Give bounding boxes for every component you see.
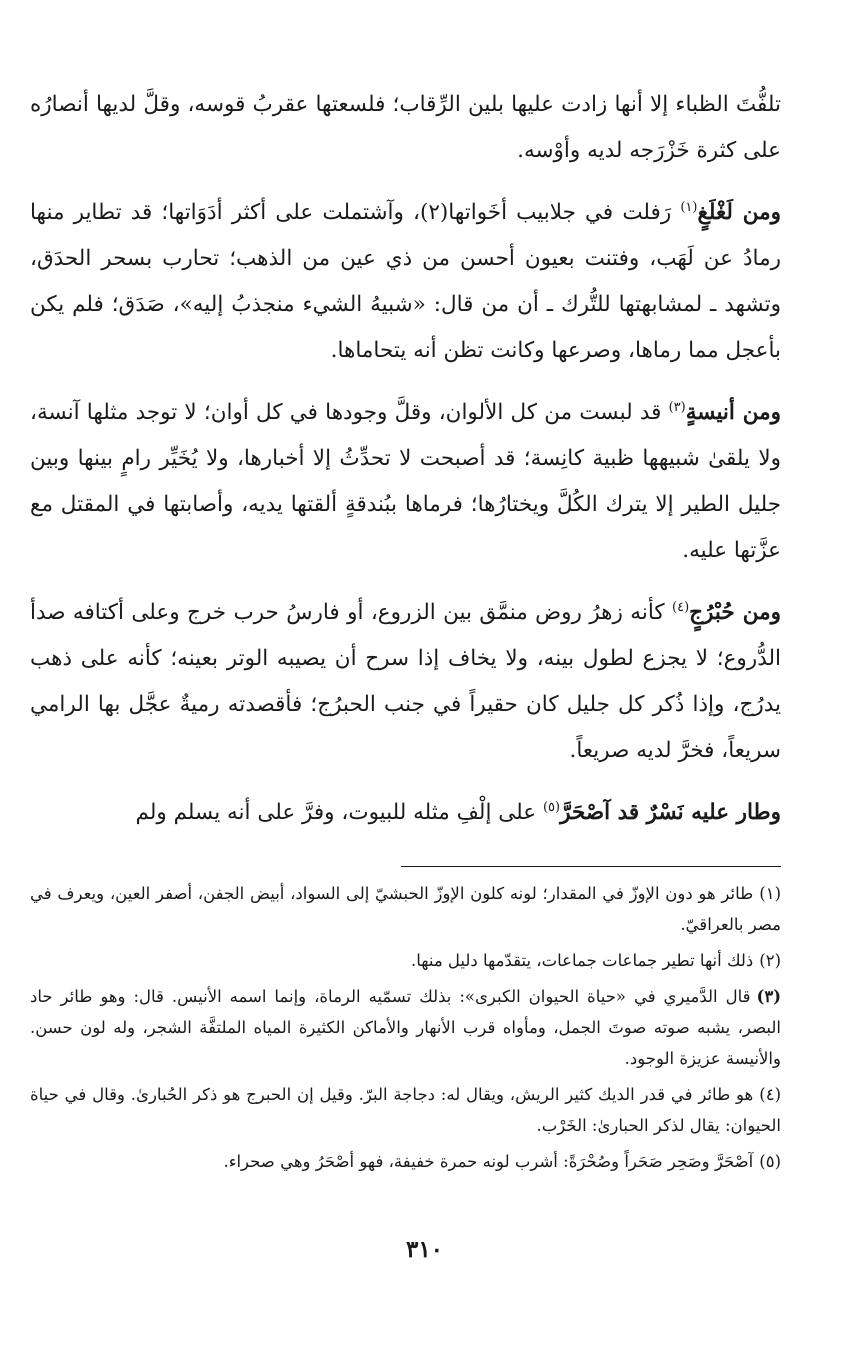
paragraph-text: رَفلت في جلابيب أخَواتها(٢)، وآشتملت على أكثر أدَوَاتها؛ قد تطاير منها رمادُ عن لَهَب، وفتنت بعيون أحسن من ذي عين من الذهب؛ تحارب بسحر الحدَق، وتشهد ـ لمشابهتها للتُّرك ـ أن من قال: «شبيهُ الشيء منجذبُ إليه»، صَدَق؛ فلم يكن بأعجل مما رماها، وصرعها وكانت تظن أنه يتحاماها. — [30, 200, 781, 363]
footnote-number: (١) — [759, 884, 781, 903]
footnote-number: (٢) — [759, 951, 781, 970]
footnote-3 — [30, 981, 781, 1074]
footnote-ref: (٣) — [668, 399, 686, 415]
footnote-1 — [30, 878, 781, 940]
footnote-text: قال الدَّميري في «حياة الحيوان الكبرى»: بذلك تسمّيه الرماة، وإنما اسمه الأنيس. قال: وهو طائر حاد البصر، يشبه صوته صوتَ الجمل، ومأواه قرب الأنهار والأماكن الكثيرة المياه الملتفَّة الشجر، وله لون حسن. والأنيسة عزيزة الوجود. — [30, 987, 781, 1068]
footnote-text: هو طائر في قدر الديك كثير الريش، ويقال له: دجاجة البرّ. وقيل إن الحبرج هو ذكر الحُبارىٰ. وقال في حياة الحيوان: يقال لذكر الحبارىٰ: الخَرْب. — [30, 1085, 781, 1135]
footnote-number: (٥) — [759, 1152, 781, 1171]
paragraph-3 — [30, 390, 781, 574]
paragraph-text: تلفُّتَ الظباء إلا أنها زادت عليها بلين الرِّقاب؛ فلسعتها عقربُ قوسه، وقلَّ لديها أنصارُه على كثرة خَزْرَجه لديه وأوْسه. — [30, 92, 781, 163]
footnote-text: آصْحَرَّ وصَحِر صَحَراً وصُحْرَةً: أشرب لونه حمرة خفيفة، فهو أصْحَرُ وهي صحراء. — [223, 1152, 754, 1171]
footnote-separator — [401, 866, 781, 867]
footnote-number: (٣) — [756, 987, 781, 1006]
paragraph-4 — [30, 590, 781, 774]
paragraph-text: على إلْفِ مثله للبيوت، وفرَّ على أنه يسلم ولم — [135, 800, 543, 825]
footnotes — [30, 878, 781, 1182]
paragraph-lead: وطار عليه نَسْرٌ قد آصْحَرَّ — [560, 800, 781, 825]
footnote-ref: (١) — [680, 199, 698, 215]
paragraph-lead: ومن أنيسةٍ — [685, 400, 781, 425]
paragraph-lead: ومن لَغْلَغٍ — [697, 200, 782, 225]
paragraph-lead: ومن حُبْرُجٍ — [689, 600, 781, 625]
paragraph-text: كأنه زهرُ روض منمَّق بين الزروع، أو فارسُ حرب خرج وعلى أكتافه صدأ الدُّروع؛ لا يجزع لطول بينه، ولا يخاف إذا سرح أن يصيبه الوتر بعينه؛ كأنه على ذهب يدرُج، وإذا ذُكر كل جليل كان حقيراً في جنب الحبرُج؛ فأقصدته رميةٌ عجَّل بها الرامي سريعاً، فخرَّ لديه صريعاً. — [30, 600, 781, 763]
paragraph-text: قد لبست من كل الألوان، وقلَّ وجودها في كل أوان؛ لا توجد مثلها آنسة، ولا يلقىٰ شبيهها ظبية كانِسة؛ قد أصبحت لا تحدِّثُ إلا أخبارها، ولا يُخَيِّر رامٍ بينها وبين جليل الطير إلا يترك الكُلَّ ويختارُها؛ فرماها ببُندقةٍ ألقتها يديه، وأصابتها في المقتل مع عزَّتها عليه. — [30, 400, 781, 563]
paragraph-1 — [30, 82, 781, 174]
footnote-text: طائر هو دون الإوزّ في المقدار؛ لونه كلون الإوزّ الحبشيّ إلى السواد، أبيض الجفن، أصفر العين، ويعرف في مصر بالعراقيّ. — [30, 884, 781, 934]
footnote-4 — [30, 1079, 781, 1141]
footnote-number: (٤) — [759, 1085, 781, 1104]
paragraph-5 — [30, 790, 781, 836]
footnote-2 — [30, 945, 781, 976]
main-text — [30, 82, 781, 836]
footnote-5 — [30, 1146, 781, 1177]
footnote-text: ذلك أنها تطير جماعات جماعات، يتقدّمها دليل منها. — [410, 951, 754, 970]
page-number: ٣١٠ — [405, 1236, 444, 1263]
paragraph-2 — [30, 190, 781, 374]
footnote-ref: (٤) — [672, 599, 690, 615]
footnote-ref: (٥) — [542, 799, 561, 815]
